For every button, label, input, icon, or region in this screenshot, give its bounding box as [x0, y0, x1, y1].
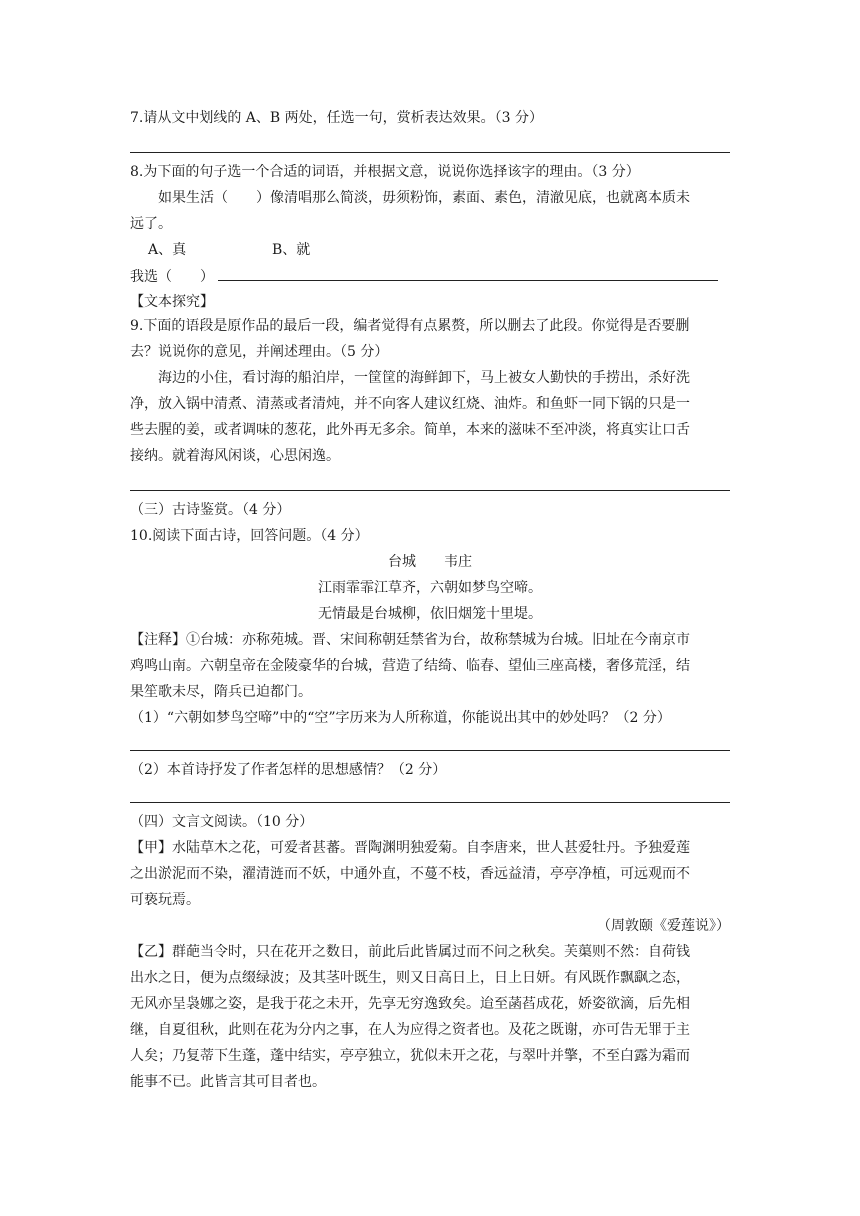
section-text-explore: 【文本探究】 — [130, 294, 214, 310]
poem-line: 无情最是台城柳，依旧烟笼十里堤。 — [318, 606, 542, 622]
q9-passage-line: 净，放入锅中清煮、清蒸或者清炖，并不向客人建议红烧、油炸。和鱼虾一同下锅的只是一 — [130, 396, 690, 412]
question-7: 7.请从文中划线的 A、B 两处，任选一句，赏析表达效果。（3 分） — [130, 110, 544, 126]
poem-note-line: 【注释】①台城：亦称苑城。晋、宋间称朝廷禁省为台，故称禁城为台城。旧址在今南京市 — [130, 632, 690, 648]
answer-line-q10-2[interactable] — [130, 802, 730, 803]
passage-yi-line: 人矣；乃复蒂下生蓬，蓬中结实，亭亭独立，犹似未开之花，与翠叶并擎，不至白露为霜而 — [130, 1048, 690, 1064]
question-10: 10.阅读下面古诗，回答问题。（4 分） — [130, 528, 369, 544]
passage-yi-line: 能事不已。此皆言其可目者也。 — [130, 1074, 326, 1090]
answer-line-q8[interactable] — [218, 266, 718, 281]
poem-note-line: 果笙歌未尽，隋兵已迫都门。 — [130, 684, 312, 700]
answer-line-q10-1[interactable] — [130, 750, 730, 751]
q8-sentence-line2: 远了。 — [130, 216, 172, 232]
question-10-sub2: （2）本首诗抒发了作者怎样的思想感情？（2 分） — [130, 762, 447, 778]
q8-option-b[interactable]: B、就 — [272, 242, 311, 258]
q8-sentence-line1: 如果生活（ ）像清唱那么简淡，毋须粉饰，素面、素色，清澈见底，也就离本质未 — [158, 190, 690, 206]
q8-option-a[interactable]: A、真 — [148, 242, 187, 258]
passage-yi-line: 【乙】群葩当令时，只在花开之数日，前此后此皆属过而不问之秋矣。芙蕖则不然：自荷钱 — [130, 944, 690, 960]
q9-passage-line: 接纳。就着海风闲谈，心思闲逸。 — [130, 448, 340, 464]
passage-jia-line: 之出淤泥而不染，濯清涟而不妖，中通外直，不蔓不枝，香远益清，亭亭净植，可远观而不 — [130, 866, 690, 882]
poem-title: 台城 韦庄 — [388, 554, 472, 570]
q8-answer-row — [130, 266, 718, 287]
q9-passage-line: 些去腥的姜，或者调味的葱花，此外再无多余。简单，本来的滋味不至冲淡，将真实让口舌 — [130, 422, 690, 438]
question-8: 8.为下面的句子选一个合适的词语，并根据文意，说说你选择该字的理由。（3 分） — [130, 164, 640, 180]
answer-line-q9[interactable] — [130, 490, 730, 491]
passage-jia-source: （周敦颐《爱莲说》） — [597, 918, 730, 934]
question-10-sub1: （1）“六朝如梦鸟空啼”中的“空”字历来为人所称道，你能说出其中的妙处吗？（2 分） — [130, 710, 671, 726]
passage-yi-line: 继，自夏徂秋，此则在花为分内之事，在人为应得之资者也。及花之既谢，亦可告无罪于主 — [130, 1022, 690, 1038]
passage-yi-line: 出水之日，便为点缀绿波；及其茎叶既生，则又日高日上，日上日妍。有风既作飘飖之态， — [130, 970, 690, 986]
question-9-line2: 去？说说你的意见，并阐述理由。（5 分） — [130, 344, 389, 360]
question-9-line1: 9.下面的语段是原作品的最后一段，编者觉得有点累赘，所以删去了此段。你觉得是否要删 — [130, 318, 690, 334]
section-4-heading: （四）文言文阅读。（10 分） — [130, 814, 314, 830]
answer-line-q7[interactable] — [130, 152, 730, 153]
passage-jia-line: 可亵玩焉。 — [130, 892, 200, 908]
section-3-heading: （三）古诗鉴赏。（4 分） — [130, 502, 291, 518]
poem-note-line: 鸡鸣山南。六朝皇帝在金陵豪华的台城，营造了结绮、临春、望仙三座高楼，奢侈荒淫，结 — [130, 658, 690, 674]
q9-passage-line: 海边的小住，看讨海的船泊岸，一筐筐的海鲜卸下，马上被女人勤快的手捞出，杀好洗 — [158, 370, 690, 386]
passage-jia-line: 【甲】水陆草木之花，可爱者甚蕃。晋陶渊明独爱菊。自李唐来，世人甚爱牡丹。予独爱莲 — [130, 840, 690, 856]
passage-yi-line: 无风亦呈袅娜之姿，是我于花之未开，先享无穷逸致矣。迨至菡萏成花，娇姿欲滴，后先相 — [130, 996, 690, 1012]
poem-line: 江雨霏霏江草齐，六朝如梦鸟空啼。 — [318, 580, 542, 596]
q8-answer-prefix: 我选（ ） — [130, 269, 214, 285]
